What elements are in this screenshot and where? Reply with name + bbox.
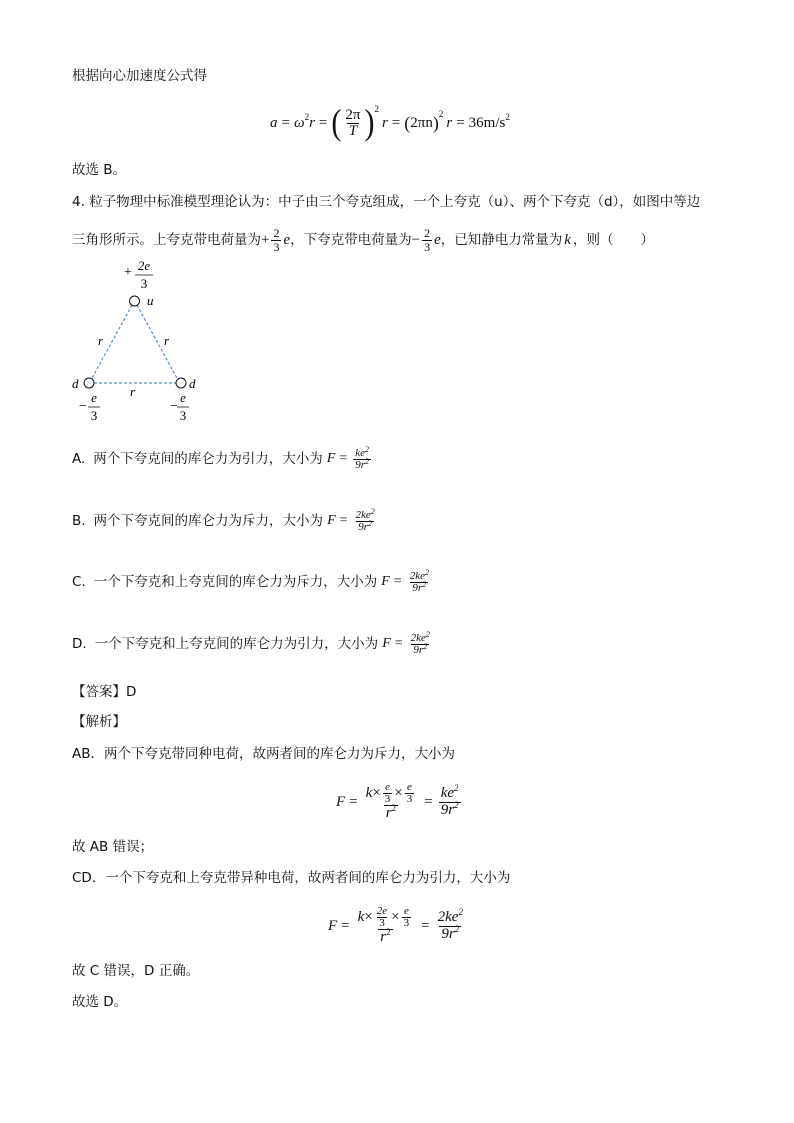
option-a-eq: = <box>339 451 348 466</box>
eq-ab-F: F <box>336 793 346 810</box>
answer-line: 【答案】D <box>72 684 137 700</box>
eq-cd-2e-num: 2e <box>376 905 388 917</box>
option-b-num-sup: 2 <box>370 506 375 516</box>
eq1-frac-num: 2π <box>345 106 361 123</box>
cd-conclusion: 故 C 错误，D 正确。 <box>72 963 200 979</box>
left-charge-num: e <box>91 390 97 405</box>
down-charge-e: e <box>434 232 441 248</box>
option-d-den <box>411 641 429 656</box>
option-a-text: 两个下夸克间的库仑力为引力，大小为 <box>93 451 323 467</box>
eq-ab-e1-num: e <box>385 781 390 793</box>
down-charge-den: 3 <box>424 239 431 254</box>
ab-analysis-line: AB．两个下夸克带同种电荷，故两者间的库仑力为斥力，大小为 <box>72 746 455 762</box>
eq1-omega: ω <box>293 114 305 131</box>
eq-ab-times-1: × <box>372 785 381 801</box>
option-b-label: B. <box>72 513 86 529</box>
eq1-eq-1: = <box>281 114 290 131</box>
down-quark-right-label: d <box>189 376 196 391</box>
eq-cd-e-third <box>402 906 412 929</box>
question-text-2b: ，下夸克带电荷量为 <box>290 232 412 248</box>
option-b-num-text: 2ke <box>355 508 371 521</box>
top-charge-sign: + <box>124 265 132 280</box>
option-b-eq: = <box>339 513 348 528</box>
eq-ab-rhs-num-sup: 2 <box>454 782 459 793</box>
option-d-F: F <box>382 636 391 651</box>
option-a-den <box>353 456 371 471</box>
down-charge-sign: − <box>411 232 421 248</box>
eq-ab-k: k <box>365 785 373 801</box>
option-a-den-sup: 2 <box>365 456 370 466</box>
equation-ab <box>336 774 463 830</box>
side-label-bottom: r <box>130 384 136 399</box>
option-c-text: 一个下夸克和上夸克间的库仑力为斥力，大小为 <box>93 574 378 590</box>
centripetal-equation <box>270 100 510 146</box>
option-a-label: A. <box>72 451 86 467</box>
option-c-num-text: 2ke <box>409 569 425 582</box>
previous-answer: 故选 B。 <box>72 162 127 178</box>
eq-ab-e2-den: 3 <box>406 793 413 805</box>
option-d-eq: = <box>394 636 403 651</box>
analysis-title: 【解析】 <box>72 714 126 730</box>
up-charge-den: 3 <box>273 239 280 254</box>
eq-ab-rhs-num-text: ke <box>440 784 455 801</box>
option-b[interactable] <box>72 503 379 539</box>
up-quark-label: u <box>147 293 154 308</box>
option-c-num <box>408 567 431 582</box>
ab-conclusion: 故 AB 错误； <box>72 839 154 855</box>
option-c-F: F <box>381 574 390 589</box>
eq-cd-rhs-den-sup: 2 <box>454 923 460 934</box>
option-b-fraction <box>354 506 377 533</box>
eq-ab-den-sup: 2 <box>391 803 397 813</box>
eq-cd-rhs-num-text: 2ke <box>437 908 459 925</box>
option-d-den-sup: 2 <box>423 641 428 651</box>
option-b-F: F <box>327 513 336 528</box>
eq-ab-eq-1: = <box>349 793 358 810</box>
option-d-fraction <box>409 629 432 656</box>
option-c-num-sup: 2 <box>424 567 429 577</box>
eq-cd-rhs-num-sup: 2 <box>458 906 463 917</box>
eq1-right-paren: ) <box>364 102 375 143</box>
option-b-den-sup: 2 <box>368 518 373 528</box>
eq1-right-paren-2: ) <box>432 113 439 133</box>
eq-cd-k: k <box>357 909 365 925</box>
eq1-fraction <box>343 108 362 139</box>
eq-cd-times-1: × <box>364 909 373 925</box>
top-charge-num: 2e <box>137 258 151 273</box>
eq-ab-times-2: × <box>394 785 403 801</box>
eq1-frac-den: T <box>348 122 358 139</box>
eq-ab-rhs-den-sup: 2 <box>454 799 459 810</box>
left-charge-den: 3 <box>90 408 98 423</box>
option-d[interactable] <box>72 626 434 662</box>
down-charge-num: 2 <box>424 225 431 240</box>
eq-ab-rhs-fraction <box>439 782 461 819</box>
option-a-den-text: 9r <box>355 458 366 471</box>
eq-cd-rhs-fraction <box>436 906 465 943</box>
eq-ab-e2-num: e <box>407 781 412 793</box>
up-charge-num: 2 <box>273 225 280 240</box>
question-text-2a: 三角形所示。上夸克带电荷量为 <box>72 232 261 248</box>
eq-ab-eq-2: = <box>424 793 433 810</box>
equation-cd <box>328 898 467 954</box>
quark-triangle-diagram <box>64 256 214 426</box>
edge-right <box>137 305 178 380</box>
eq-cd-eq-2: = <box>421 917 430 934</box>
coulomb-constant-k: k <box>564 232 571 248</box>
eq1-a: a <box>270 114 278 131</box>
eq1-result: 36m/s <box>468 114 506 131</box>
option-a-fraction <box>353 444 371 471</box>
eq-cd-2e-third <box>375 906 389 929</box>
option-d-num-sup: 2 <box>425 629 430 639</box>
eq1-r-1: r <box>309 114 315 131</box>
eq-ab-e1-den: 3 <box>384 793 391 805</box>
down-charge-fraction <box>422 227 432 254</box>
option-c-eq: = <box>393 574 402 589</box>
side-label-right: r <box>164 333 170 348</box>
down-quark-right-circle <box>176 378 186 388</box>
eq-cd-rhs-den-text: 9r <box>441 925 455 942</box>
eq-cd-eq-1: = <box>341 917 350 934</box>
side-label-left: r <box>98 333 104 348</box>
intro-line: 根据向心加速度公式得 <box>72 68 207 84</box>
option-c-fraction <box>408 567 431 594</box>
eq1-two-pi-n: 2πn <box>410 114 433 131</box>
option-c-den-text: 9r <box>412 581 423 594</box>
final-answer: 故选 D。 <box>72 994 128 1010</box>
up-charge-sign: + <box>261 232 270 248</box>
eq-cd-F: F <box>328 917 338 934</box>
eq1-result-sup: 2 <box>505 112 510 122</box>
question-text-1: 粒子物理中标准模型理论认为：中子由三个夸克组成，一个上夸克（u）、两个下夸克（d），如图中等边 <box>89 194 701 210</box>
eq1-omega-sq: 2 <box>304 112 310 122</box>
question-text-2c: ，已知静电力常量为 <box>440 232 563 248</box>
eq-ab-den-r: r <box>385 805 392 821</box>
eq-ab-numerator <box>364 782 419 805</box>
eq-ab-e-third-1 <box>383 782 393 805</box>
option-d-num <box>409 629 432 644</box>
eq-cd-rhs-den <box>439 923 461 943</box>
eq-cd-e-num: e <box>403 905 409 917</box>
option-c[interactable] <box>72 564 433 600</box>
option-b-den-text: 9r <box>358 520 369 533</box>
eq1-left-paren-2: ( <box>404 113 411 133</box>
option-c-den <box>410 579 428 594</box>
option-b-den <box>356 518 374 533</box>
eq-ab-main-fraction <box>364 782 419 822</box>
eq-cd-den-r: r <box>380 929 387 945</box>
option-c-label: C. <box>72 574 86 590</box>
eq1-eq-2: = <box>318 114 328 131</box>
option-d-text: 一个下夸克和上夸克间的库仑力为引力，大小为 <box>94 636 379 652</box>
eq1-r-2: r <box>381 114 388 131</box>
question-line-1 <box>72 193 700 211</box>
down-quark-left-circle <box>84 378 94 388</box>
eq-cd-times-2: × <box>391 909 400 925</box>
option-a-F: F <box>326 451 336 466</box>
eq1-paren-sq: 2 <box>374 104 379 114</box>
option-d-num-text: 2ke <box>410 631 426 644</box>
up-charge-fraction <box>271 227 281 254</box>
left-charge-sign: − <box>79 399 87 414</box>
option-a-num-text: ke <box>355 446 366 459</box>
question-number: 4. <box>72 194 85 210</box>
option-b-text: 两个下夸克间的库仑力为斥力，大小为 <box>93 513 324 529</box>
option-a[interactable] <box>72 441 373 477</box>
eq-cd-e-den: 3 <box>403 917 410 929</box>
eq-cd-denominator <box>378 929 392 946</box>
eq-cd-main-fraction <box>356 906 416 946</box>
eq-ab-rhs-den-text: 9r <box>440 801 455 818</box>
option-c-den-sup: 2 <box>422 579 427 589</box>
option-a-num-sup: 2 <box>365 444 370 454</box>
eq-cd-numerator <box>356 906 416 929</box>
eq1-left-paren: ( <box>331 102 342 143</box>
option-b-num <box>354 506 377 521</box>
eq-cd-2e-den: 3 <box>379 917 385 929</box>
eq1-paren2-sq: 2 <box>438 109 444 119</box>
right-charge-den: 3 <box>179 408 187 423</box>
top-charge-den: 3 <box>140 276 148 291</box>
option-d-den-text: 9r <box>413 643 424 656</box>
eq-cd-rhs-num <box>436 906 465 926</box>
question-text-2d: ，则（ ） <box>572 232 654 248</box>
up-charge-e: e <box>283 232 291 248</box>
eq1-r-3: r <box>446 114 453 131</box>
eq-ab-rhs-den <box>439 799 461 819</box>
right-charge-sign: − <box>170 399 178 414</box>
right-charge-num: e <box>180 390 186 405</box>
eq-ab-denominator <box>384 805 398 822</box>
eq1-eq-4: = <box>456 114 465 131</box>
eq-ab-e-third-2 <box>405 782 415 805</box>
eq-cd-den-sup: 2 <box>386 927 391 937</box>
option-d-label: D. <box>72 636 87 652</box>
down-quark-left-label: d <box>72 376 79 391</box>
eq1-eq-3: = <box>391 114 401 131</box>
up-quark-circle <box>130 296 140 306</box>
question-line-2 <box>72 222 654 258</box>
cd-analysis-line: CD．一个下夸克和上夸克带异种电荷，故两者间的库仑力为引力，大小为 <box>72 870 511 886</box>
